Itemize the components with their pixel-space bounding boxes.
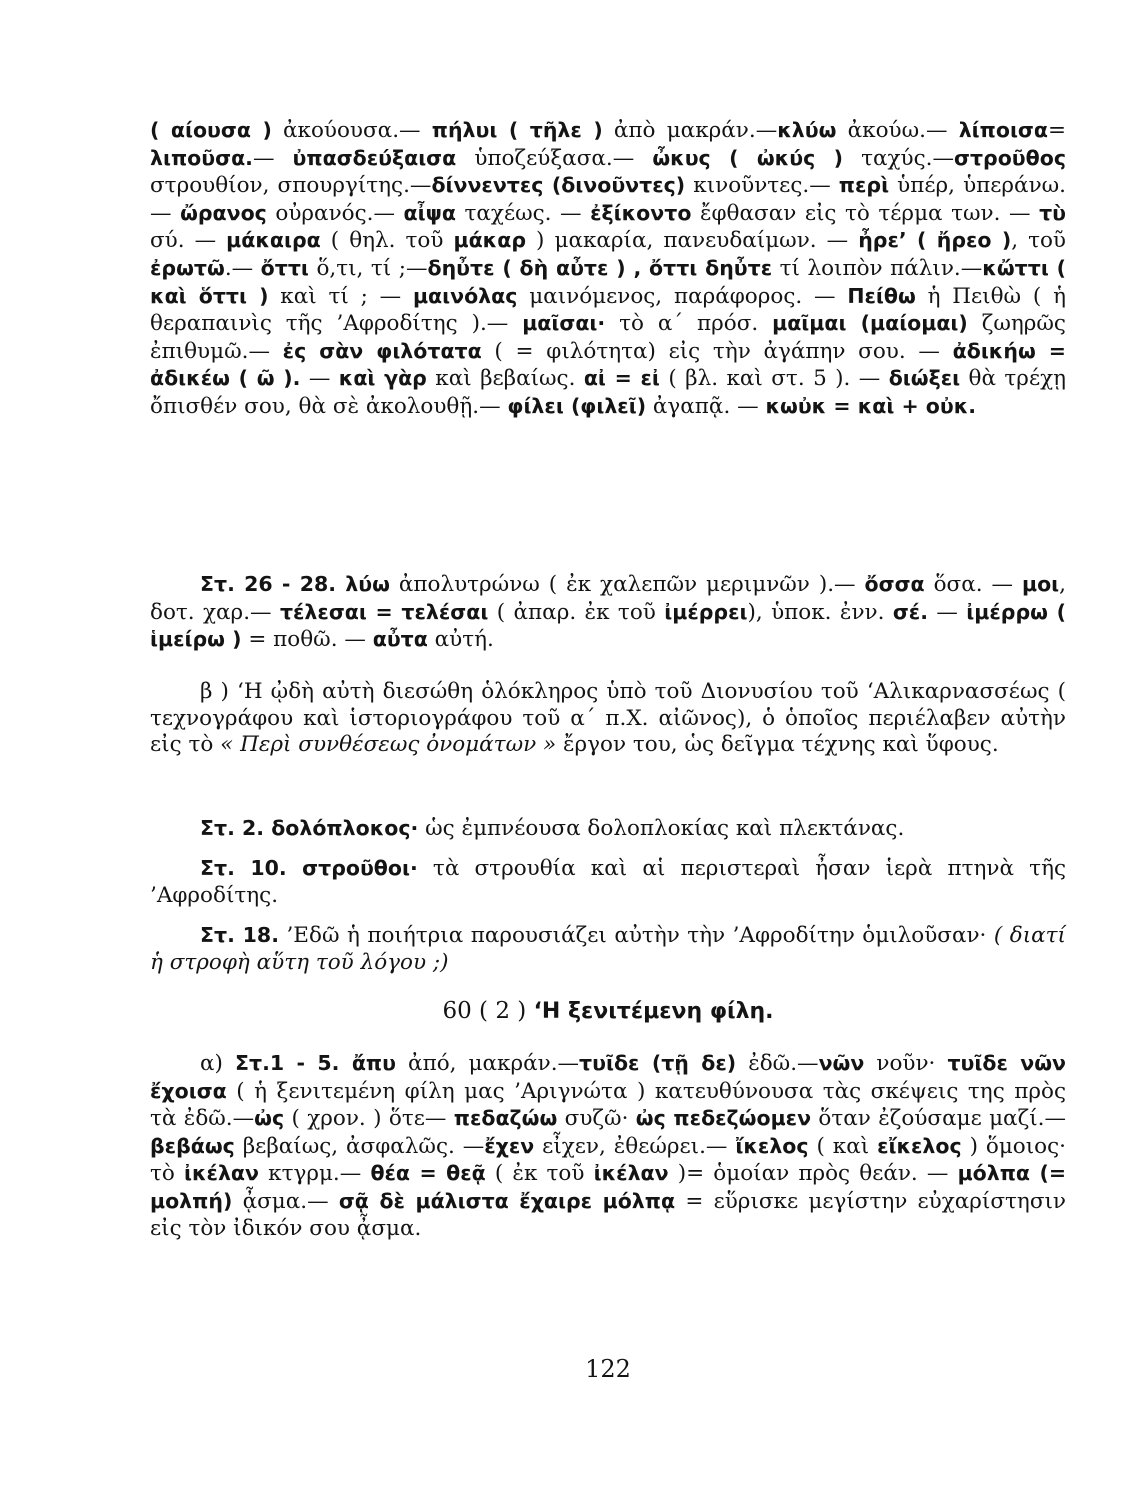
lemma: αἰ = εἰ	[583, 366, 660, 391]
lemma: ὐπασδεύξαισα	[292, 145, 457, 170]
lemma: μαῖμαι (μαίομαι)	[772, 311, 968, 336]
lemma: τὺ	[1039, 200, 1066, 225]
lemma: τέλεσαι = τελέσαι	[279, 599, 489, 624]
lemma: κὤττι ( καὶ ὅττι )	[150, 255, 1066, 308]
commentary-paragraph-4: Στ. 2. δολόπλοκος· ὡς ἐμπνέουσα δολοπλοκίας καὶ πλεκτάνας.	[200, 816, 905, 841]
verse-reference: Στ.1 - 5. ἄπυ	[234, 1051, 396, 1075]
lemma: περὶ	[838, 173, 890, 198]
lemma: λίποισα	[958, 118, 1048, 142]
commentary-paragraph-7: α) Στ.1 - 5. ἄπυ ἀπό, μακράν.—τυῖδε (τῇ δε) ἐδῶ.—νῶν νοῦν· τυῖδε νῶν ἔχοισα ( ἡ ξενιτεμένη φίλη μας ’Αριγνώτα ) κατευθύνουσα τὰς σκέψεις της πρὸς τὰ ἐδῶ.—ὠς ( χρον. ) ὅτε— πεδαζώω συζῶ· ὠς πεδεζώομεν ὅταν ἐζούσαμε μαζί.— βεβάως βεβαίως, ἀσφαλῶς. —ἔχεν εἶχεν, ἐθεώρει.— ἴκελος ( καὶ εἴκελος ) ὅμοιος· τὸ ἰκέλαν κτγρμ.— θέα = θεᾷ ( ἐκ τοῦ ἰκέλαν )= ὁμοίαν πρὸς θεάν. — μόλπα (= μολπή) ᾆσμα.— σᾷ δὲ μάλιστα ἔχαιρε μόλπᾳ = εὕρισκε μεγίστην εὐχαρίστησιν εἰς τὸν ἰδικόν σου ᾆσμα.	[150, 1051, 1067, 1241]
lemma: ἐξίκοντο	[590, 200, 692, 225]
verse-reference: Στ. 18.	[200, 923, 279, 947]
lemma: ὠς	[254, 1106, 285, 1131]
section-subnumber: ( 2 )	[479, 998, 527, 1024]
lemma: κωὐκ = καὶ + οὐκ.	[765, 393, 977, 418]
lemma: βεβάως	[150, 1133, 235, 1158]
lemma: λιποῦσα.	[150, 145, 253, 170]
verse-reference: Στ. 26 - 28. λύω	[200, 572, 390, 596]
work-title: « Περὶ συνθέσεως ὀνομάτων »	[220, 732, 557, 758]
lemma: σέ.	[892, 599, 928, 624]
section-number: 60	[442, 998, 472, 1024]
lemma: σᾷ δὲ μάλιστα ἔχαιρε μόλπᾳ	[338, 1188, 676, 1213]
lemma: κλύω	[777, 118, 837, 142]
page-number: 122	[585, 1355, 631, 1383]
lemma: εἴκελος	[877, 1133, 962, 1158]
lemma: δίννεντες (δινοῦντες)	[431, 173, 686, 198]
lemma: φίλει (φιλεῖ)	[507, 393, 647, 418]
lemma: μοι	[1022, 572, 1060, 596]
lemma: μάκαρ	[453, 228, 526, 253]
commentary-paragraph-5: Στ. 10. στροῦθοι· τὰ στρουθία καὶ αἱ περιστεραὶ ἦσαν ἱερὰ πτηνὰ τῆς ’Αφροδίτης.	[150, 856, 1066, 908]
lemma: ἰκέλαν	[184, 1161, 259, 1186]
lemma: ὄσσα	[864, 572, 925, 596]
section-title: ‘Η ξενιτέμενη φίλη.	[533, 999, 774, 1024]
lemma: ὤρανος	[180, 200, 267, 225]
lemma: αἶψα	[403, 200, 456, 225]
lemma: στροῦθος	[954, 145, 1066, 170]
lemma: ἔχεν	[484, 1133, 535, 1158]
lemma: ὦκυς ( ὠκύς )	[652, 145, 844, 170]
lemma: ἴκελος	[735, 1133, 809, 1158]
commentary-paragraph-6: Στ. 18. ’Εδῶ ἡ ποιήτρια παρουσιάζει αὐτὴν τὴν ’Αφροδίτην ὁμιλοῦσαν· ( διατί ἡ στροφὴ αὕτη τοῦ λόγου ;)	[150, 923, 1066, 975]
lemma: ἰμέρρει	[664, 599, 748, 624]
lemma: θέα = θεᾷ	[370, 1161, 486, 1186]
section-heading	[150, 998, 1066, 1024]
lemma: ἰκέλαν	[593, 1161, 669, 1186]
lemma: Πείθω	[847, 283, 916, 308]
lemma: ( αίουσα )	[150, 118, 272, 142]
lemma: ἐς σὰν φιλότατα	[282, 338, 482, 363]
lemma: αὖτα	[372, 627, 428, 652]
lemma: τυῖδε νῶν ἔχοισα	[150, 1051, 1066, 1103]
lemma: μαινόλας	[412, 283, 518, 308]
lemma: μόλπα (= μολπή)	[150, 1161, 1067, 1213]
verse-reference: Στ. 2. δολόπλοκος·	[200, 816, 419, 840]
lemma: πεδαζώω	[453, 1106, 558, 1131]
lemma: ὄττι	[260, 255, 309, 280]
commentary-paragraph-3: β ) ‘Η ᾠδὴ αὐτὴ διεσώθη ὁλόκληρος ὑπὸ τοῦ Διονυσίου τοῦ ‘Αλικαρνασσέως ( τεχνογράφου καὶ ἱστοριογράφου τοῦ α΄ π.Χ. αἰῶνος), ὁ ὁποῖος περιέλαβεν αὐτὴν εἰς τὸ « Περὶ συνθέσεως ὀνομάτων » ἔργον του, ὡς δεῖγμα τέχνης καὶ ὕφους.	[150, 679, 1066, 758]
lemma: ἀδικήω = ἀδικέω ( ῶ ).	[150, 338, 1066, 391]
commentary-paragraph-1: ( αίουσα ) ἀκούουσα.— πήλυι ( τῆλε ) ἀπὸ μακράν.—κλύω ἀκούω.— λίποισα= λιποῦσα.— ὐπασδεύξαισα ὑποζεύξασα.— ὦκυς ( ὠκύς ) ταχύς.—στροῦθος στρουθίον, σπουργίτης.—δίννεντες (δινοῦντες) κινοῦντες.— περὶ ὑπέρ, ὑπεράνω. — ὤρανος οὐρανός.— αἶψα ταχέως. — ἐξίκοντο ἔφθασαν εἰς τὸ τέρμα των. — τὺ σύ. — μάκαιρα ( θηλ. τοῦ μάκαρ ) μακαρία, πανευδαίμων. — ἦρε’ ( ἤρεο ), τοῦ ἐρωτῶ.— ὄττι ὅ,τι, τί ;—δηὖτε ( δὴ αὖτε ) , ὄττι δηὖτε τί λοιπὸν πάλιν.—κὤττι ( καὶ ὅττι ) καὶ τί ; — μαινόλας μαινόμενος, παράφορος. — Πείθω ἡ Πειθὼ ( ἡ θεραπαινὶς τῆς ’Αφροδίτης ).— μαῖσαι· τὸ α΄ πρόσ. μαῖμαι (μαίομαι) ζωηρῶς ἐπιθυμῶ.— ἐς σὰν φιλότατα ( = φιλότητα) εἰς τὴν ἀγάπην σου. — ἀδικήω = ἀδικέω ( ῶ ). — καὶ γὰρ καὶ βεβαίως. αἰ = εἰ ( βλ. καὶ στ. 5 ). — διώξει θὰ τρέχῃ ὄπισθέν σου, θὰ σὲ ἀκολουθῇ.— φίλει (φιλεῖ) ἀγαπᾷ. — κωὐκ = καὶ + οὐκ.	[150, 118, 1067, 419]
lemma: καὶ γὰρ	[338, 366, 427, 391]
lemma: νῶν	[818, 1051, 865, 1075]
verse-reference: Στ. 10. στροῦθοι·	[200, 856, 418, 880]
lemma: ὠς πεδεζώομεν	[635, 1106, 812, 1131]
rhetorical-question: ( διατί ἡ στροφὴ αὕτη τοῦ λόγου ;)	[150, 923, 1066, 975]
lemma: μαῖσαι·	[522, 311, 606, 336]
lemma: ἰμέρρω ( ἱμείρω )	[150, 599, 1067, 652]
lemma: ἐρωτῶ	[150, 255, 225, 280]
lemma: τυῖδε (τῇ δε)	[579, 1051, 737, 1075]
lemma: μάκαιρα	[226, 228, 321, 253]
lemma: δηὖτε ( δὴ αὖτε ) , ὄττι δηὖτε	[427, 255, 773, 280]
lemma: ἦρε’ ( ἤρεο )	[858, 228, 1012, 253]
commentary-paragraph-2: Στ. 26 - 28. λύω ἀπολυτρώνω ( ἐκ χαλεπῶν μεριμνῶν ).— ὄσσα ὅσα. — μοι, δοτ. χαρ.— τέλεσαι = τελέσαι ( ἀπαρ. ἐκ τοῦ ἰμέρρει), ὑποκ. ἐνν. σέ. — ἰμέρρω ( ἱμείρω ) = ποθῶ. — αὖτα αὐτή.	[150, 572, 1067, 653]
lemma: πήλυι ( τῆλε )	[431, 118, 603, 142]
lemma: διώξει	[888, 366, 961, 391]
